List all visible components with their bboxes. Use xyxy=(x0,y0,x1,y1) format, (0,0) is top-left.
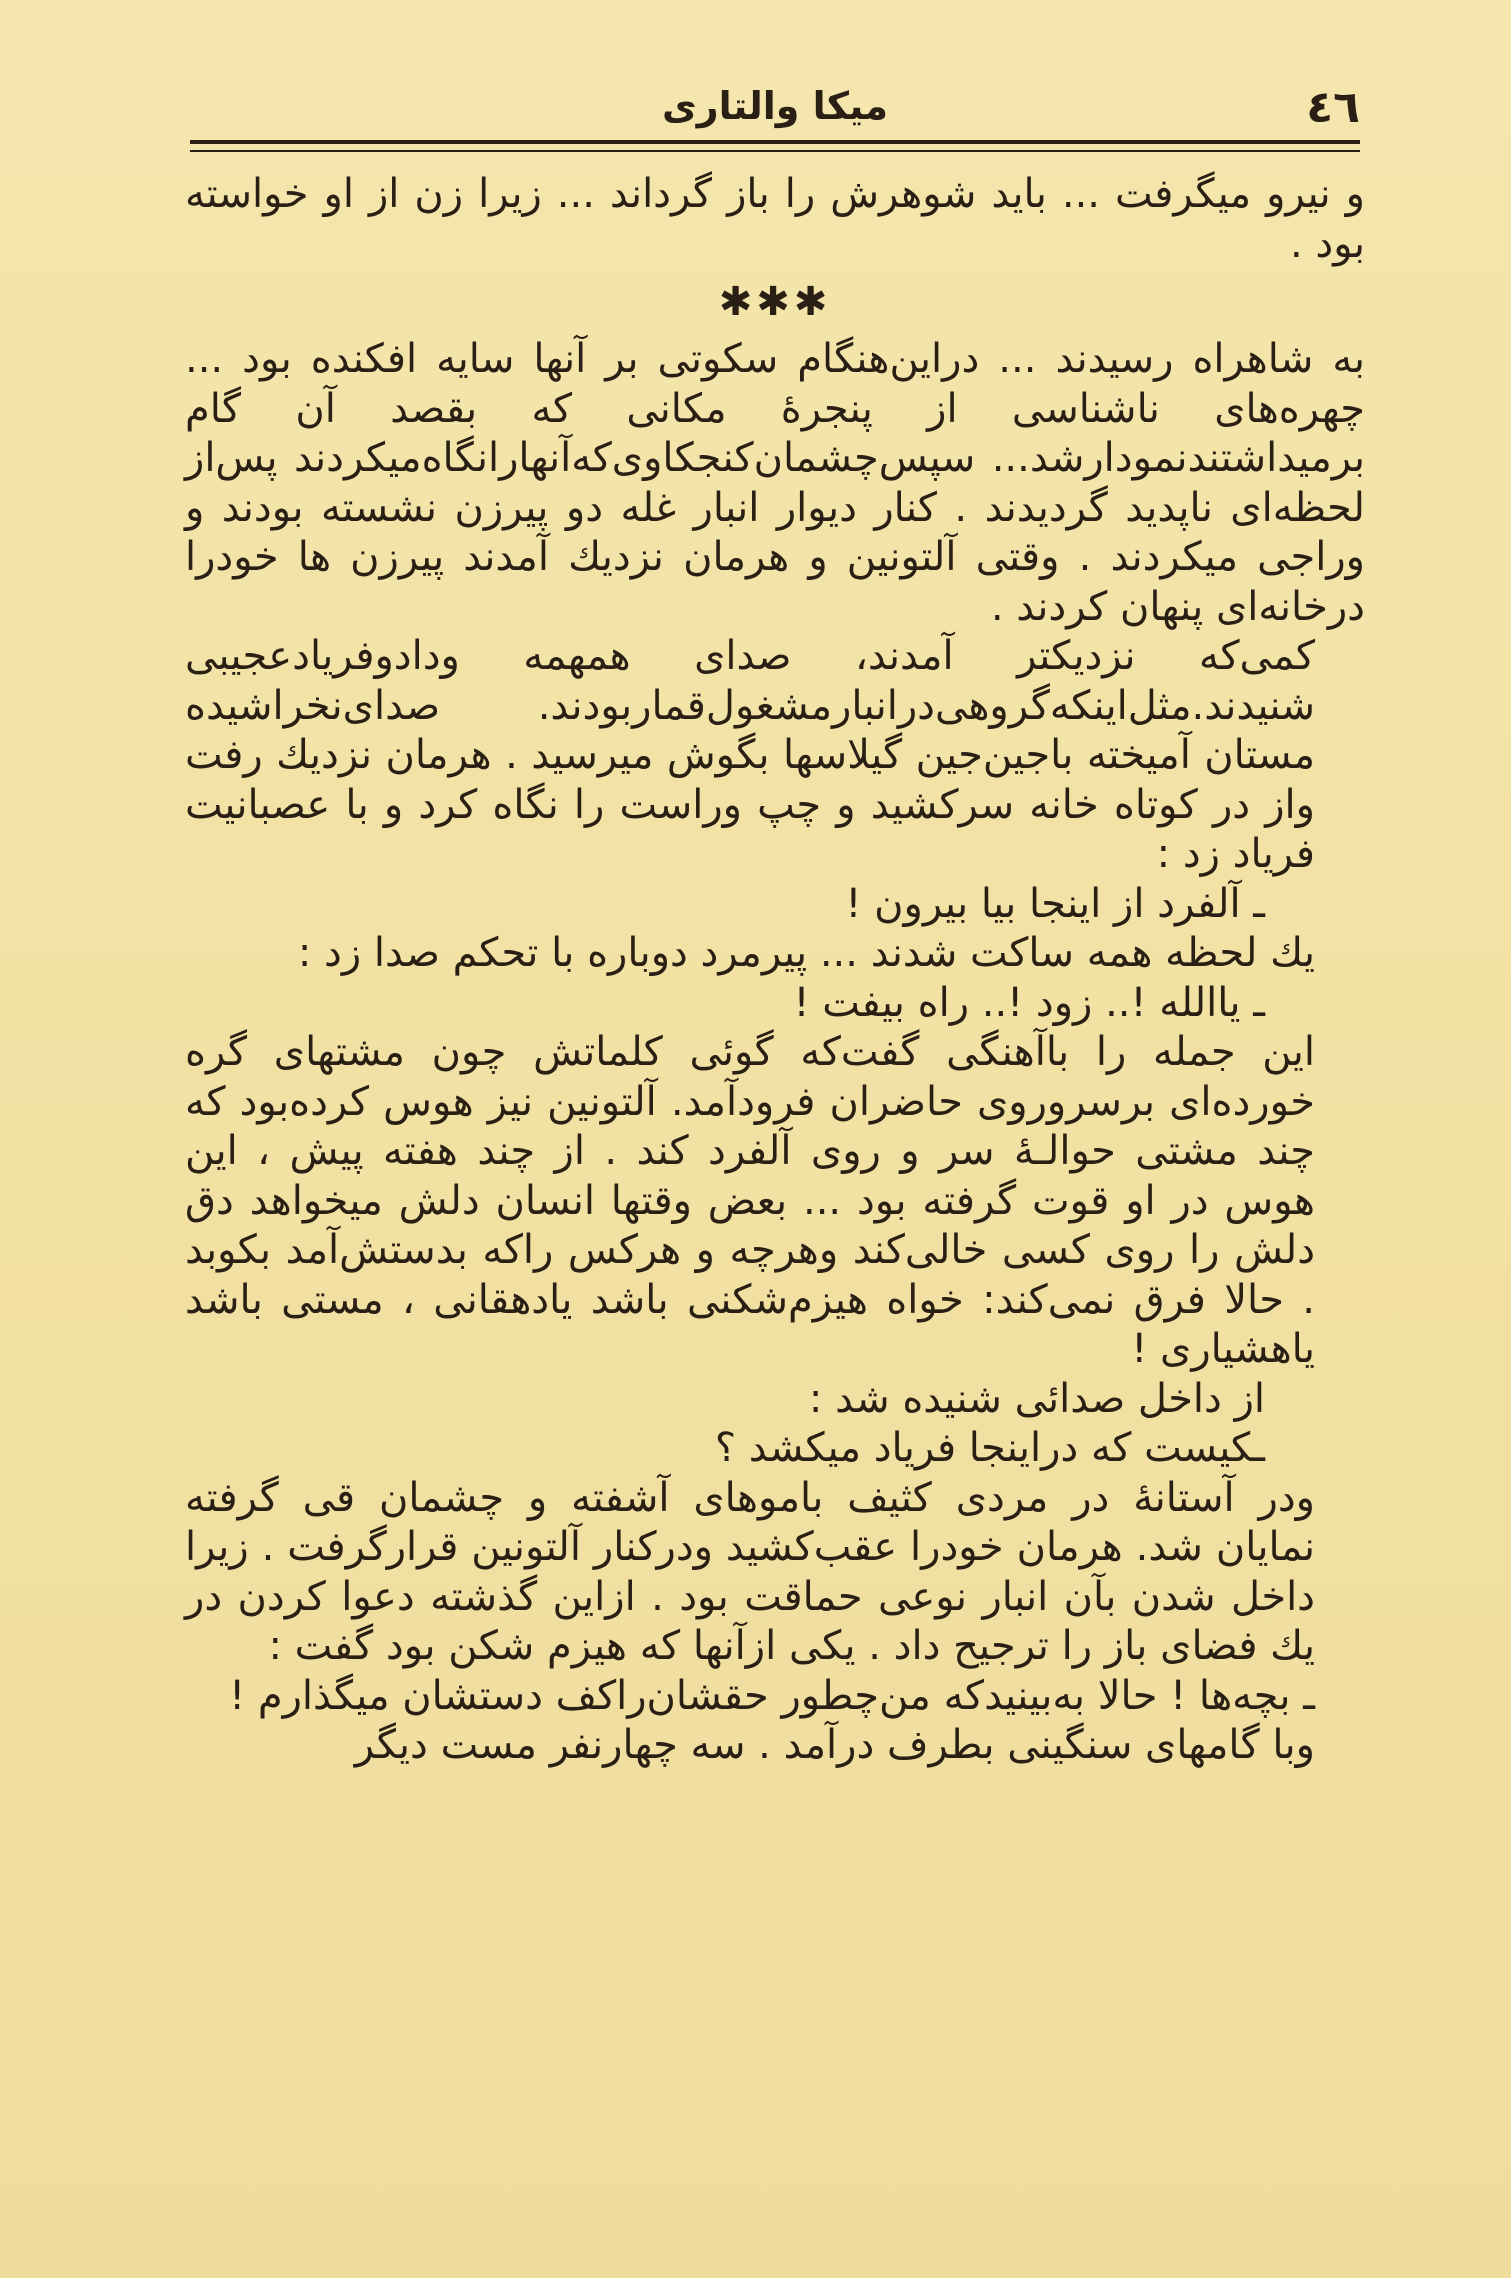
dialogue-line: ـکیست که دراینجا فریاد میکشد ؟ xyxy=(714,1425,1265,1471)
paragraph: این جمله را باآهنگی گفت‌که گوئی کلماتش چون مشتهای گره خورده‌ای برسروروی حاضران فرودآمد. آلتونین نیز هوس کرده‌بود که چند مشتی حوالـهٔ سر و روی آلفرد کند . از چند هفته پیش ، این هوس در او قوت گرفته بود ... بعض وقتها انسان دلش میخواهد دق دلش را روی کسی خالی‌کند وهرچه و هرکس راکه بدستش‌آمد بکوبد . حالا فرق نمی‌کند: خواه هیزم‌شکنی باشد یادهقانی ، مستی باشد یاهشیاری ! xyxy=(185,1029,1315,1372)
header-rule-thick xyxy=(190,140,1360,144)
page-header xyxy=(190,78,1360,138)
dialogue-line: ـ بچه‌ها ! حالا به‌بینیدکه من‌چطور حقشان‌راکف دستشان میگذارم ! xyxy=(229,1672,1315,1719)
paragraph: به شاهراه رسیدند ... دراین‌هنگام سکوتی بر آنها سایه افکنده بود ... چهره‌های ناشناسی از پنجرهٔ مکانی که بقصد آن گام برمیداشتندنمودارشد... سپس‌چشمان‌کنجکاوی‌که‌آنهارانگاه‌میکردند پس‌از لحظه‌ای ناپدید گردیدند . کنار دیوار انبار غله دو پیرزن نشسته بودند و وراجی میکردند . وقتی آلتونین و هرمان نزدیك آمدند پیرزن ها خودرا درخانه‌ای پنهان کردند . xyxy=(185,336,1365,630)
header-rule-thin xyxy=(190,150,1360,152)
running-title: میکا والتاری xyxy=(661,84,889,128)
paragraph: کمی‌که نزدیکتر آمدند، صدای همهمه ودادوفریادعجیبی شنیدند.مثل‌اینکه‌گروهی‌درانبارمشغول‌قماربودند. صدای‌نخراشیده مستان آمیخته باجین‌جین گیلاسها بگوش میرسید . هرمان نزدیك رفت واز در کوتاه خانه سرکشید و چپ وراست را نگاه کرد و با عصبانیت فریاد زد : xyxy=(185,633,1315,877)
paragraph: و نیرو میگرفت ... باید شوهرش را باز گرداند ... زیرا زن از او خواسته بود . xyxy=(185,171,1365,267)
paragraph: از داخل صدائی شنیده شد : xyxy=(808,1375,1265,1422)
body-text xyxy=(185,170,1365,1771)
paragraph: یك لحظه همه ساکت شدند ... پیرمرد دوباره با تحکم صدا زد : xyxy=(297,930,1315,976)
dialogue-line: ـ یاالله !.. زود !.. راه بیفت ! xyxy=(793,979,1265,1026)
paragraph: ودر آستانهٔ در مردی کثیف باموهای آشفته و چشمان قی گرفته نمایان شد. هرمان خودرا عقب‌کشید ودرکنار آلتونین قرارگرفت . زیرا داخل شدن بآن انبار نوعی حماقت بود . ازاین گذشته دعوا کردن در یك فضای باز را ترجیح داد . یکی ازآنها که هیزم شکن بود گفت : xyxy=(185,1474,1315,1669)
section-separator: ✱✱✱ xyxy=(718,279,832,325)
paragraph: وبا گامهای سنگینی بطرف درآمد . سه چهارنفر مست دیگر xyxy=(354,1722,1315,1768)
dialogue-line: ـ آلفرد از اینجا بیا بیرون ! xyxy=(845,880,1265,927)
page-number: ٤٦ xyxy=(1306,82,1360,133)
